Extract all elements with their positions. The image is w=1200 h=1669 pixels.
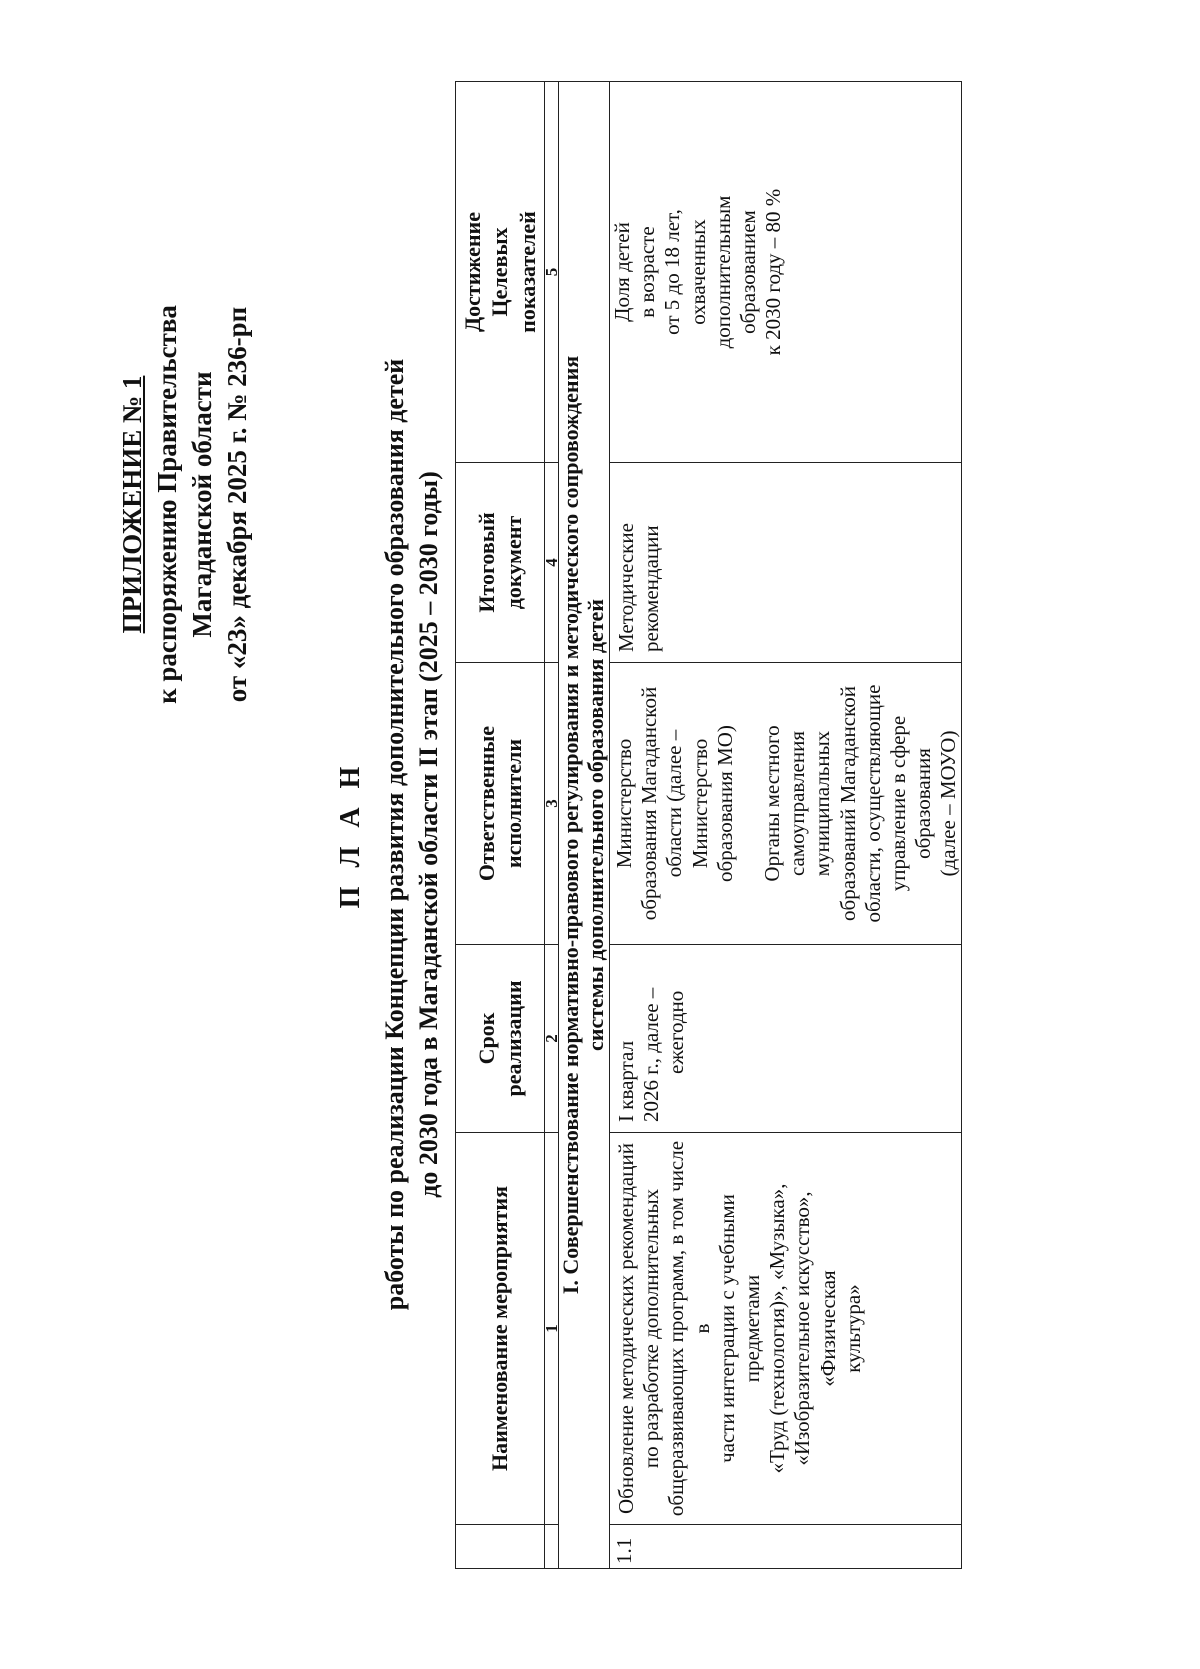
indicator-line: охваченных [685,219,710,325]
executor-line: самоуправления [785,730,810,877]
header-indicators-line-3: показателей [514,211,540,333]
header-executors [456,663,545,945]
executor-line: управление в сфере [885,715,910,892]
executor-line: образования Магаданской [637,686,662,921]
plan-table [455,81,962,1569]
header-term-line-1: Срок [473,1012,499,1065]
row-number: 1.1 [610,1525,962,1569]
indicator-line: дополнительным [710,195,735,349]
event-name-line: Обновление методических рекомендаций [614,1143,638,1514]
header-indicators [456,82,545,463]
event-name-line: части интеграции с учебными предметами [714,1194,764,1463]
indicator-line: в возрасте [635,226,660,318]
column-number-3: 3 [545,663,559,945]
section-title-line-2: системы дополнительного образования детей [582,599,608,1051]
event-name [610,1133,962,1525]
header-document-line-2: документ [501,515,526,610]
column-number-4: 4 [545,463,559,663]
column-number-2: 2 [545,945,559,1133]
event-name-line: «Труд (технология)», «Музыка», [765,1183,790,1474]
executor-line: образования МО) [712,725,737,882]
header-indicators-line-2: Целевых [487,227,513,317]
indicator-line: образованием [735,210,760,334]
term-line: ежегодно [664,990,689,1074]
indicator-line: к 2030 году – 80 % [761,188,786,356]
header-number [456,1525,545,1569]
plan-title: П Л А Н [335,760,366,909]
table-header-row [456,82,545,1569]
header-term-line-2: реализации [501,980,526,1097]
executor-spacer [738,663,760,944]
event-name-line: по разработке дополнительных [639,1188,664,1469]
header-document [456,463,545,663]
event-name-line: общеразвивающих программ, в том числе в [664,1140,714,1517]
header-executors-line-2: исполнители [501,738,526,869]
target-indicators [610,82,962,463]
event-name-line: «Изобразительное искусство», «Физическая [790,1191,840,1466]
document-line: рекомендации [639,525,664,652]
section-title-line-1: I. Совершенствование нормативно-правового регулирования и методического сопровождения [558,355,583,1295]
appendix-line-1: к распоряжению Правительства [152,305,183,704]
executor-line: Министерство [612,738,636,869]
executor-line: Министерство [687,738,712,869]
header-name: Наименование мероприятия [456,1133,545,1525]
plan-subtitle [378,0,446,1669]
term-line: I квартал [614,1040,638,1122]
plan-subtitle-line-1: работы по реализации Концепции развития дополнительного образования детей [380,358,409,1311]
column-number-1: 1 [545,1133,559,1525]
appendix-header [115,0,255,1669]
executor-line: образования [911,748,936,859]
executor-line: области, осуществляющие [860,684,885,923]
table-row [610,82,962,1569]
plan-subtitle-line-2: до 2030 года в Магаданской области II этап (2025 – 2030 годы) [413,471,443,1198]
appendix-line-3: от «23» декабря 2025 г. № 236-рп [222,306,253,703]
header-document-line-1: Итоговый [473,512,499,613]
header-term [456,945,545,1133]
executor-line: области (далее – [662,729,687,878]
section-title [559,82,610,1569]
document-line: Методические [614,523,638,652]
indicator-line: Доля детей [610,222,634,322]
appendix-title: ПРИЛОЖЕНИЕ № 1 [117,375,147,634]
column-number-empty [545,1525,559,1569]
implementation-term [610,945,962,1133]
column-number-row [545,82,559,1569]
header-executors-line-1: Ответственные [473,725,499,882]
executor-line: образований Магаданской [835,686,860,921]
executor-line: муниципальных [810,730,835,877]
header-indicators-line-1: Достижение [459,212,485,332]
event-name-line: культура» [840,1284,865,1373]
column-number-5: 5 [545,82,559,463]
responsible-executors [610,663,962,945]
section-row [559,82,610,1569]
executor-line: Органы местного [759,725,784,882]
appendix-line-2: Магаданской области [187,371,218,638]
term-line: 2026 г., далее – [639,987,664,1122]
executor-line: (далее – МОУО) [936,730,961,877]
indicator-line: от 5 до 18 лет, [660,209,685,335]
final-document [610,463,962,663]
